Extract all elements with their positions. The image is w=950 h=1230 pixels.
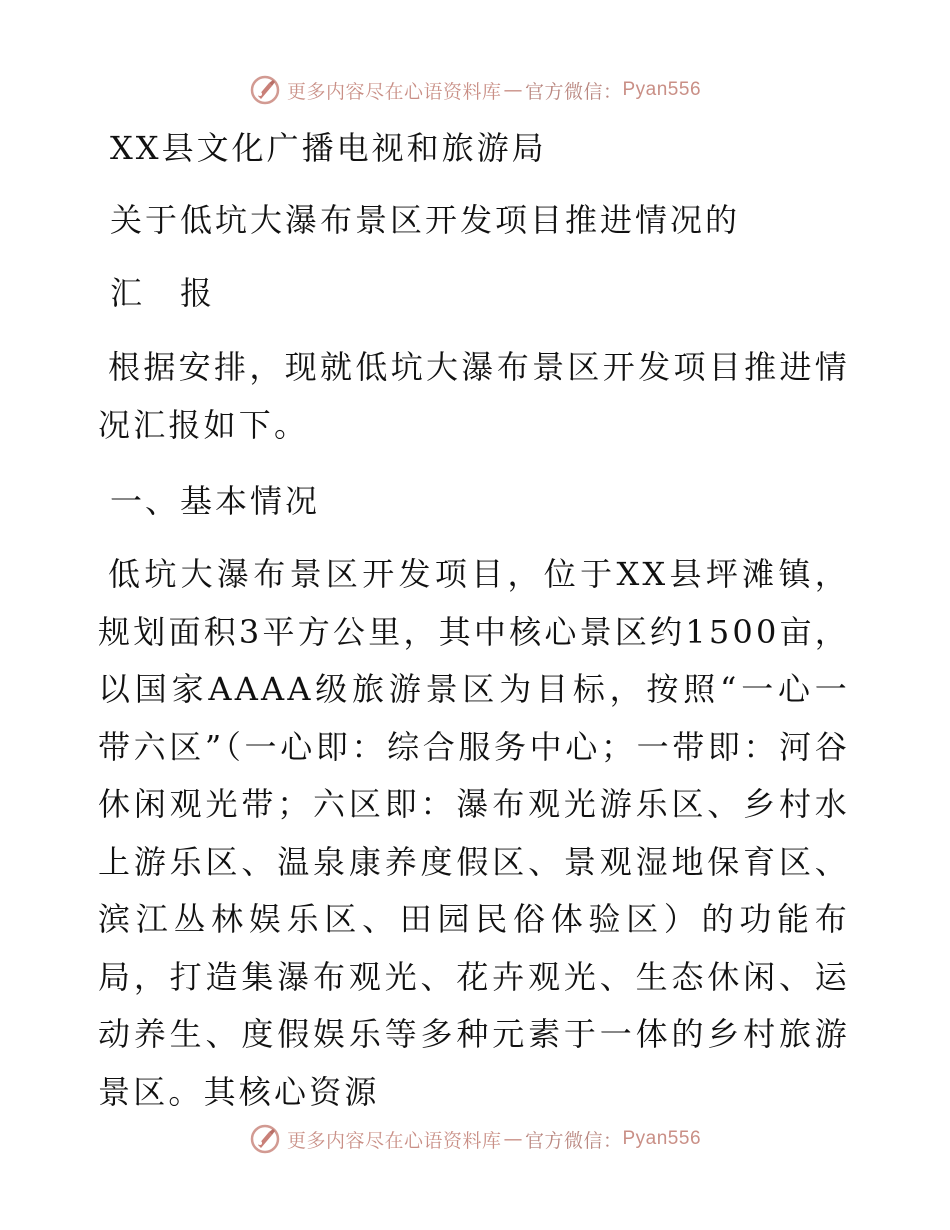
org-title: XX县文化广播电视和旅游局 bbox=[110, 129, 547, 167]
watermark-footer bbox=[0, 1119, 950, 1159]
brand-logo-icon bbox=[249, 1123, 281, 1155]
watermark-label: 官方微信： bbox=[524, 80, 623, 103]
intro-paragraph: 根据安排，现就低坑大瀑布景区开发项目推进情况汇报如下。 bbox=[98, 348, 850, 444]
watermark-separator: — bbox=[503, 79, 523, 101]
watermark-wechat-id: Pyan556 bbox=[622, 1128, 702, 1149]
watermark-wechat-id: Pyan556 bbox=[622, 79, 702, 100]
subject-line: 关于低坑大瀑布景区开发项目推进情况的 bbox=[110, 201, 741, 239]
section-1-heading: 一、基本情况 bbox=[110, 482, 321, 520]
section-1-body: 低坑大瀑布景区开发项目，位于XX县坪滩镇，规划面积3平方公里，其中核心景区约1500亩，以国家AAAA级旅游景区为目标，按照“一心一带六区”（一心即：综合服务中心；一带即：河谷休闲观光带；六区即：瀑布观光游乐区、乡村水上游乐区、温泉康养度假区、景观湿地保育区、滨江丛林娱乐区、田园民俗体验区）的功能布局，打造集瀑布观光、花卉观光、生态休闲、运动养生、度假娱乐等多种元素于一体的乡村旅游景区。其核心资源 bbox=[98, 555, 850, 1111]
doc-type-heading: 汇 报 bbox=[110, 274, 216, 312]
watermark-brand: 更多内容尽在心语资料库 bbox=[286, 1129, 502, 1152]
watermark-brand: 更多内容尽在心语资料库 bbox=[286, 80, 502, 103]
watermark-label: 官方微信： bbox=[524, 1129, 623, 1152]
watermark-separator: — bbox=[503, 1128, 523, 1150]
